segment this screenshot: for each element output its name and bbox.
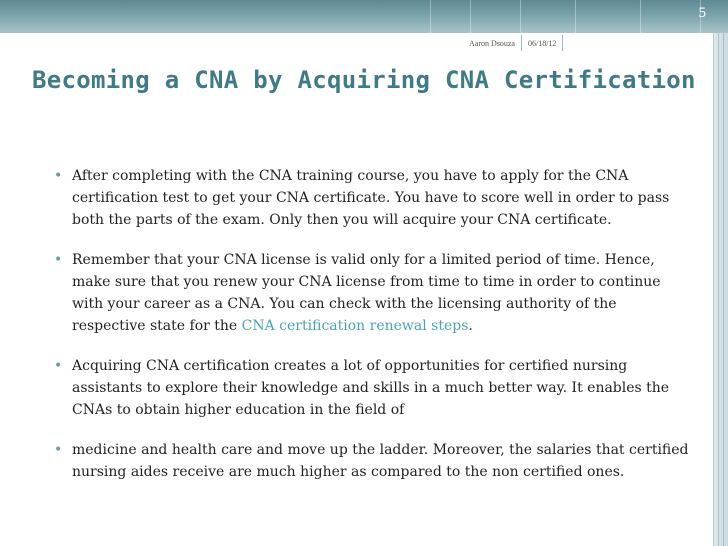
author-label: Aaron Dsouza (469, 39, 515, 48)
bullet-dot-icon: • (54, 252, 63, 268)
date-label: 06/18/12 (527, 39, 557, 48)
bullet-dot-icon: • (54, 442, 63, 458)
bullet-item (54, 439, 694, 483)
cna-renewal-link[interactable]: CNA certification renewal steps (241, 318, 469, 334)
bullet-item (54, 355, 694, 421)
bullet-text: medicine and health care and move up the ladder. Moreover, the salaries that certified nursing aides receive are much higher as compared to the non certified ones. (72, 442, 689, 480)
bullet-text-end: . (468, 318, 473, 334)
bullet-text: Acquiring CNA certification creates a lot of opportunities for certified nursing assistants to explore their knowledge and skills in a much better way. It enables the CNAs to obtain higher education in the field of (72, 358, 670, 418)
bullet-dot-icon: • (54, 168, 63, 184)
slide-title: Becoming a CNA by Acquiring CNA Certification (32, 66, 696, 94)
bullet-text: Remember that your CNA license is valid only for a limited period of time. Hence, make sure that you renew your CNA license from time to time in order to continue with your career as a CNA. You can check with the licensing authority of the respective state for the (72, 252, 661, 334)
bullet-text: After completing with the CNA training course, you have to apply for the CNA certification test to get your CNA certificate. You have to score well in order to pass both the parts of the exam. Only then you will acquire your CNA certificate. (72, 168, 670, 228)
right-edge-decoration (713, 33, 728, 546)
bullet-dot-icon: • (54, 358, 63, 374)
bullet-list (54, 165, 694, 501)
bullet-item (54, 165, 694, 231)
header-band (0, 0, 728, 33)
bullet-item (54, 249, 694, 337)
meta-divider (562, 35, 563, 51)
slide-meta (463, 35, 563, 51)
page-number: 5 (698, 5, 706, 21)
